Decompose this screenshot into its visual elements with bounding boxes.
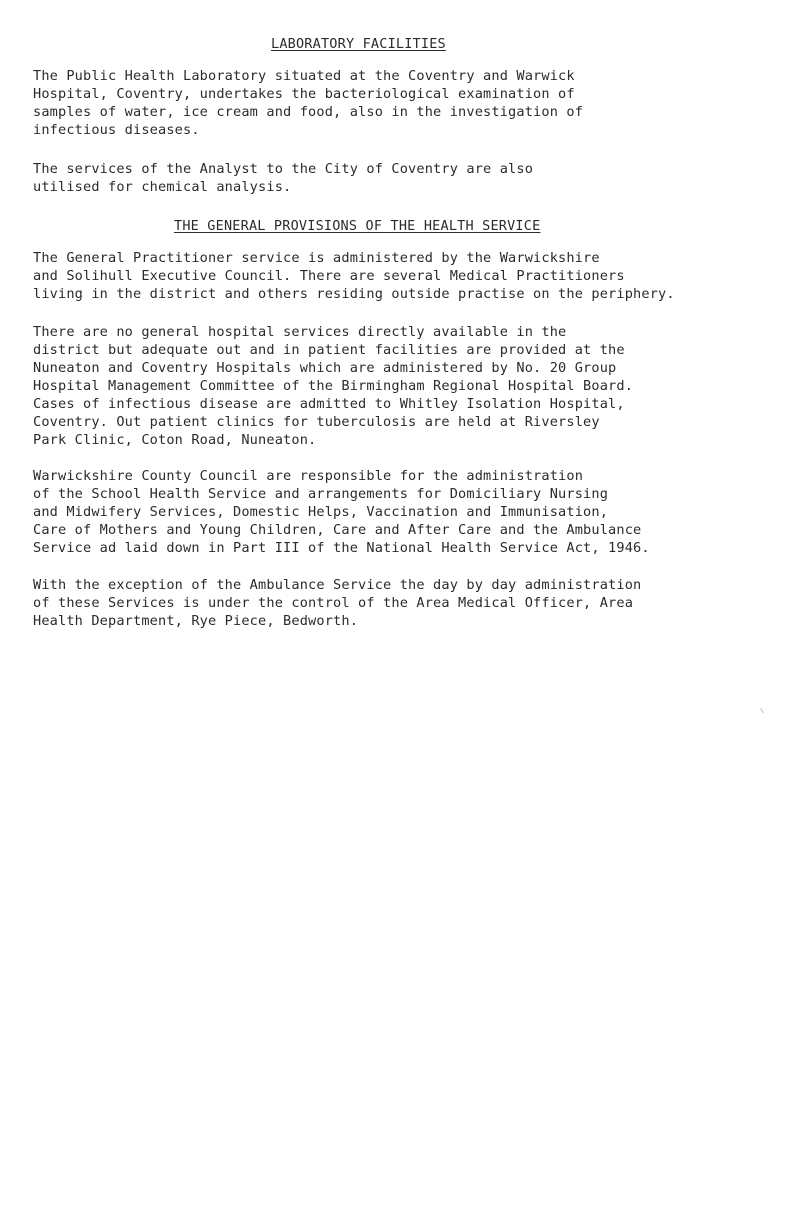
heading-general-provisions: THE GENERAL PROVISIONS OF THE HEALTH SERVICE bbox=[174, 218, 541, 234]
paragraph-general-practitioner-service: The General Practitioner service is administered by the Warwickshire and Solihull Executive Council. There are several Medical Practitioners living in the district and others residing outside practise on the periphery. bbox=[33, 250, 675, 302]
paragraph-hospital-services: There are no general hospital services directly available in the district but adequate out and in patient facilities are provided at the Nuneaton and Coventry Hospitals which are administered by No. 20 Group Hospital Management Committee of the Birmingham Regional Hospital Board. Cases of infectious disease are admitted to Whitley Isolation Hospital, Coventry. Out patient clinics for tuberculosis are held at Riversley Park Clinic, Coton Road, Nuneaton. bbox=[33, 324, 634, 448]
paragraph-analyst-services: The services of the Analyst to the City of Coventry are also utilised for chemical analysis. bbox=[33, 161, 534, 195]
paragraph-county-council: Warwickshire County Council are responsible for the administration of the School Health Service and arrangements for Domiciliary Nursing and Midwifery Services, Domestic Helps, Vaccination and Immunisation, Care of Mothers and Young Children, Care and After Care and the Ambulance Service ad laid down in Part III of the National Health Service Act, 1946. bbox=[33, 468, 650, 556]
scan-speck bbox=[760, 705, 769, 714]
paragraph-ambulance-service: With the exception of the Ambulance Service the day by day administration of these Services is under the control of the Area Medical Officer, Area Health Department, Rye Piece, Bedworth. bbox=[33, 577, 642, 629]
heading-laboratory-facilities: LABORATORY FACILITIES bbox=[271, 36, 446, 52]
paragraph-public-health-laboratory: The Public Health Laboratory situated at the Coventry and Warwick Hospital, Coventry, undertakes the bacteriological examination of samples of water, ice cream and food, also in the investigation of infectious diseases. bbox=[33, 68, 584, 138]
